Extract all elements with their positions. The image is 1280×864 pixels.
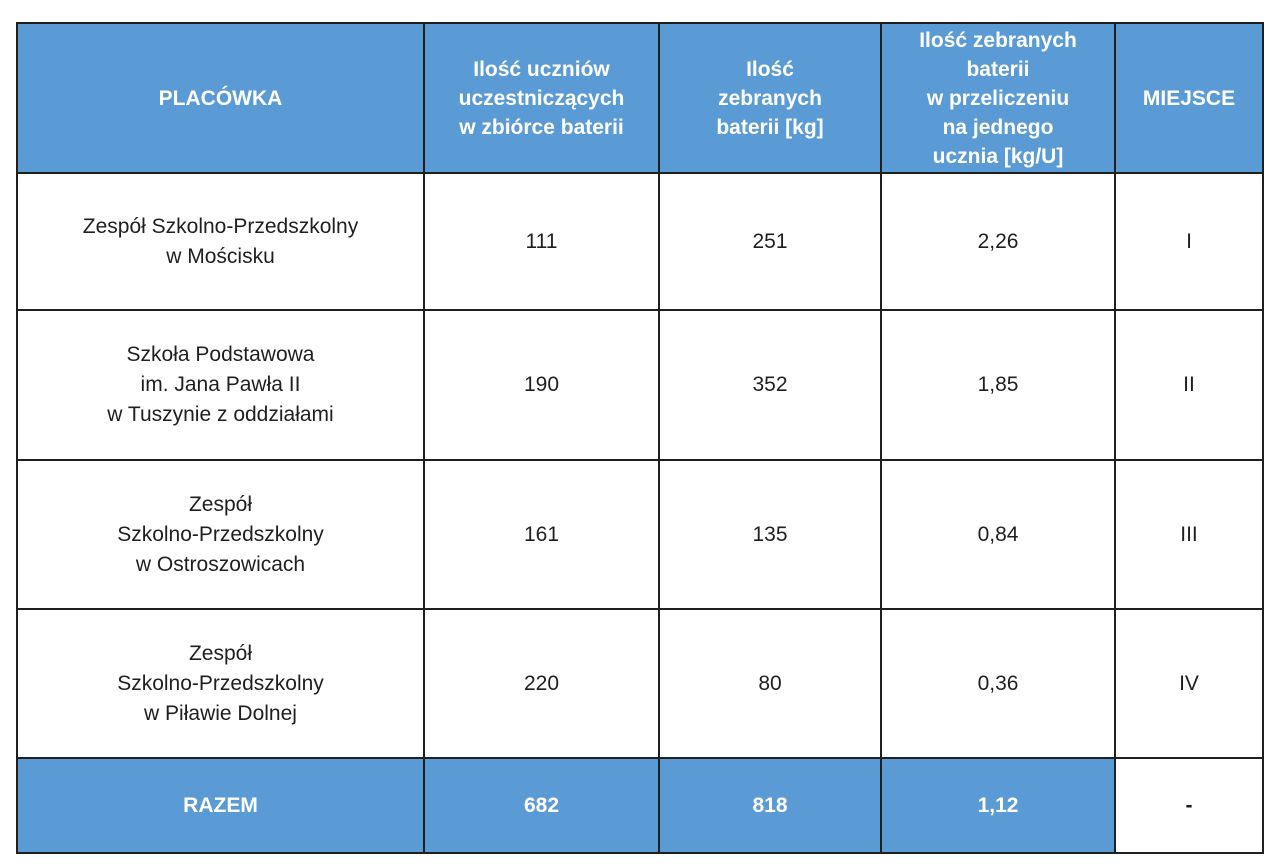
cell-students-count: 190 <box>424 310 659 460</box>
table-row <box>17 460 1263 609</box>
total-collected-kg: 818 <box>659 758 881 853</box>
cell-kg-per-student: 1,85 <box>881 310 1115 460</box>
cell-kg-per-student: 0,36 <box>881 609 1115 758</box>
battery-collection-results-table <box>16 22 1264 854</box>
cell-collected-kg: 352 <box>659 310 881 460</box>
header-students-count: Ilość uczniów uczestniczących w zbiórce baterii <box>424 23 659 173</box>
header-placowka: PLACÓWKA <box>17 23 424 173</box>
table-header-row <box>17 23 1263 173</box>
cell-placowka: Zespół Szkolno-Przedszkolny w Ostroszowicach <box>17 460 424 609</box>
table-row <box>17 310 1263 460</box>
cell-place: II <box>1115 310 1263 460</box>
table-row <box>17 173 1263 310</box>
cell-collected-kg: 135 <box>659 460 881 609</box>
cell-placowka: Szkoła Podstawowa im. Jana Pawła II w Tuszynie z oddziałami <box>17 310 424 460</box>
header-collected-kg: Ilość zebranych baterii [kg] <box>659 23 881 173</box>
header-place: MIEJSCE <box>1115 23 1263 173</box>
cell-placowka: Zespół Szkolno-Przedszkolny w Piławie Dolnej <box>17 609 424 758</box>
cell-place: IV <box>1115 609 1263 758</box>
cell-collected-kg: 251 <box>659 173 881 310</box>
battery-collection-table-container <box>16 22 1262 852</box>
total-label: RAZEM <box>17 758 424 853</box>
cell-placowka: Zespół Szkolno-Przedszkolny w Mościsku <box>17 173 424 310</box>
cell-place: III <box>1115 460 1263 609</box>
total-kg-per-student: 1,12 <box>881 758 1115 853</box>
cell-collected-kg: 80 <box>659 609 881 758</box>
table-row <box>17 609 1263 758</box>
cell-students-count: 220 <box>424 609 659 758</box>
table-total-row <box>17 758 1263 853</box>
cell-place: I <box>1115 173 1263 310</box>
cell-students-count: 111 <box>424 173 659 310</box>
cell-kg-per-student: 2,26 <box>881 173 1115 310</box>
cell-students-count: 161 <box>424 460 659 609</box>
header-kg-per-student: Ilość zebranych baterii w przeliczeniu na jednego ucznia [kg/U] <box>881 23 1115 173</box>
total-place: - <box>1115 758 1263 853</box>
cell-kg-per-student: 0,84 <box>881 460 1115 609</box>
total-students-count: 682 <box>424 758 659 853</box>
